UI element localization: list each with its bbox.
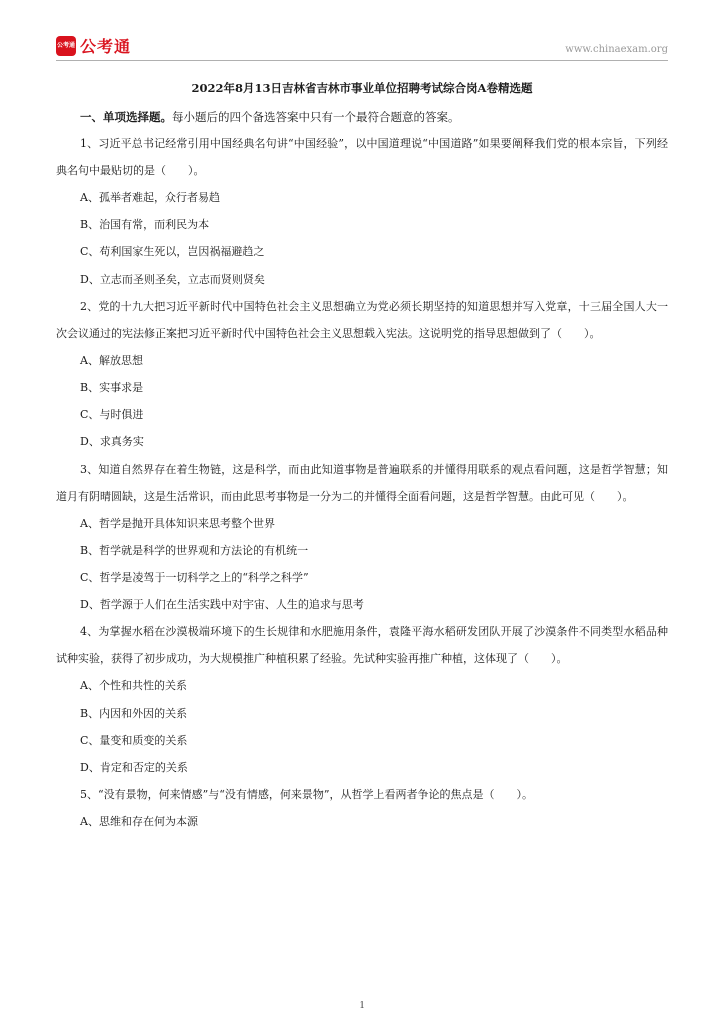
option-c: C、苟利国家生死以，岂因祸福避趋之 [80,245,265,259]
question-4 [56,618,668,781]
header-divider [56,60,668,61]
question-stem: 1、习近平总书记经常引用中国经典名句讲“中国经验”，以中国道理说“中国道路”如果要阐释我们党的根本宗旨，下列经典名句中最贴切的是（ ）。 [56,137,668,177]
question-stem: 4、为掌握水稻在沙漠极端环境下的生长规律和水肥施用条件，袁隆平海水稻研发团队开展了沙漠条件不同类型水稻品种试种实验，获得了初步成功，为大规模推广种植积累了经验。先试种实验再推广种植，这体现了（ ）。 [56,625,668,666]
option-a: A、哲学是抛开具体知识来思考整个世界 [80,516,275,530]
section-heading-label: 一、单项选择题。 [80,110,172,124]
document-title: 2022年8月13日吉林省吉林市事业单位招聘考试综合岗A卷精选题 [191,81,533,95]
logo-text: 公考通 [80,37,132,56]
option-c: C、量变和质变的关系 [80,733,188,747]
logo-icon: 公考通 [56,36,76,56]
page-header [56,34,668,58]
question-1 [56,130,668,293]
question-5 [56,781,668,835]
question-2 [56,293,668,456]
question-3 [56,456,668,619]
option-b: B、实事求是 [80,381,144,395]
option-c: C、哲学是凌驾于一切科学之上的“科学之科学” [80,571,309,585]
option-d: D、求真务实 [80,435,144,449]
option-d: D、肯定和否定的关系 [80,761,188,775]
section-heading-instructions: 每小题后的四个备选答案中只有一个最符合题意的答案。 [172,110,460,124]
option-b: B、治国有常，而利民为本 [80,218,210,232]
section-heading [80,104,668,130]
question-stem: 3、知道自然界存在着生物链，这是科学，而由此知道事物是普遍联系的并懂得用联系的观点看问题，这是哲学智慧；知道月有阴晴圆缺，这是生活常识，而由此思考事物是一分为二的并懂得全面看问题，这是哲学智慧。由此可见（ ）。 [56,462,668,503]
question-stem: 5、“没有景物，何来情感”与“没有情感，何来景物”，从哲学上看两者争论的焦点是（ ）。 [80,788,533,802]
option-d: D、立志而圣则圣矣，立志而贤则贤矣 [80,272,265,286]
option-b: B、哲学就是科学的世界观和方法论的有机统一 [80,543,309,557]
option-a: A、思维和存在何为本源 [80,815,198,829]
brand-logo [56,34,131,57]
option-b: B、内因和外因的关系 [80,706,188,720]
question-stem: 2、党的十九大把习近平新时代中国特色社会主义思想确立为党必须长期坚持的知道思想并写入党章，十三届全国人大一次会议通过的宪法修正案把习近平新时代中国特色社会主义思想载入宪法。这说明党的指导思想做到了（ ）。 [56,299,668,340]
option-c: C、与时俱进 [80,408,144,422]
option-d: D、哲学源于人们在生活实践中对宇宙、人生的追求与思考 [80,598,364,612]
site-url: www.chinaexam.org [565,44,668,55]
option-a: A、解放思想 [80,353,143,367]
document-body [56,78,668,835]
option-a: A、个性和共性的关系 [80,679,187,693]
page-number: 1 [359,1000,365,1011]
option-a: A、孤举者难起，众行者易趋 [80,191,220,204]
